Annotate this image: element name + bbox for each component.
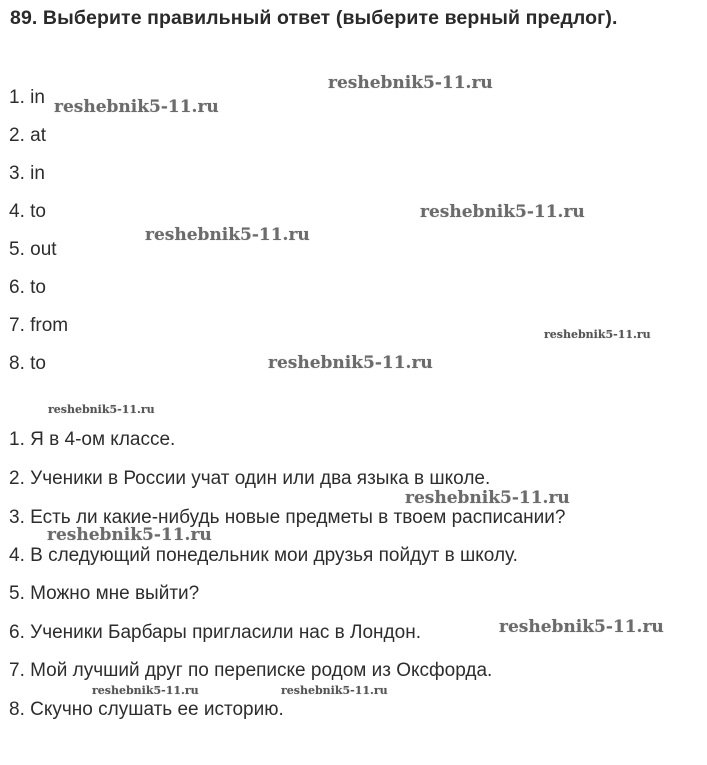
watermark: reshebnik5-11.ru: [48, 403, 155, 416]
translation-item-2: 2. Ученики в России учат один или два языка в школе.: [9, 468, 491, 489]
watermark: reshebnik5-11.ru: [405, 488, 570, 508]
watermark: reshebnik5-11.ru: [420, 202, 585, 222]
watermark: reshebnik5-11.ru: [268, 353, 433, 373]
watermark: reshebnik5-11.ru: [92, 684, 199, 697]
watermark: reshebnik5-11.ru: [328, 73, 493, 93]
answer-item-5: 5. out: [9, 239, 57, 260]
watermark: reshebnik5-11.ru: [47, 525, 212, 545]
exercise-title: 89. Выберите правильный ответ (выберите верный предлог).: [10, 7, 618, 29]
answer-item-4: 4. to: [9, 201, 46, 222]
answer-item-6: 6. to: [9, 277, 46, 298]
translation-item-4: 4. В следующий понедельник мои друзья пойдут в школу.: [9, 545, 518, 566]
answer-item-8: 8. to: [9, 353, 46, 374]
answer-item-2: 2. at: [9, 125, 46, 146]
answer-item-1: 1. in: [9, 87, 45, 108]
answer-item-7: 7. from: [9, 315, 69, 336]
translation-item-3: 3. Есть ли какие-нибудь новые предметы в твоем расписании?: [9, 507, 566, 528]
watermark: reshebnik5-11.ru: [145, 225, 310, 245]
translation-item-8: 8. Скучно слушать ее историю.: [9, 699, 284, 720]
watermark: reshebnik5-11.ru: [544, 328, 651, 341]
translation-item-6: 6. Ученики Барбары пригласили нас в Лондон.: [9, 622, 421, 643]
translation-item-5: 5. Можно мне выйти?: [9, 583, 200, 604]
answer-item-3: 3. in: [9, 163, 45, 184]
translation-item-1: 1. Я в 4-ом классе.: [9, 429, 176, 450]
watermark: reshebnik5-11.ru: [499, 617, 664, 637]
translation-item-7: 7. Мой лучший друг по переписке родом из Оксфорда.: [9, 660, 493, 681]
watermark: reshebnik5-11.ru: [54, 97, 219, 117]
watermark: reshebnik5-11.ru: [281, 684, 388, 697]
